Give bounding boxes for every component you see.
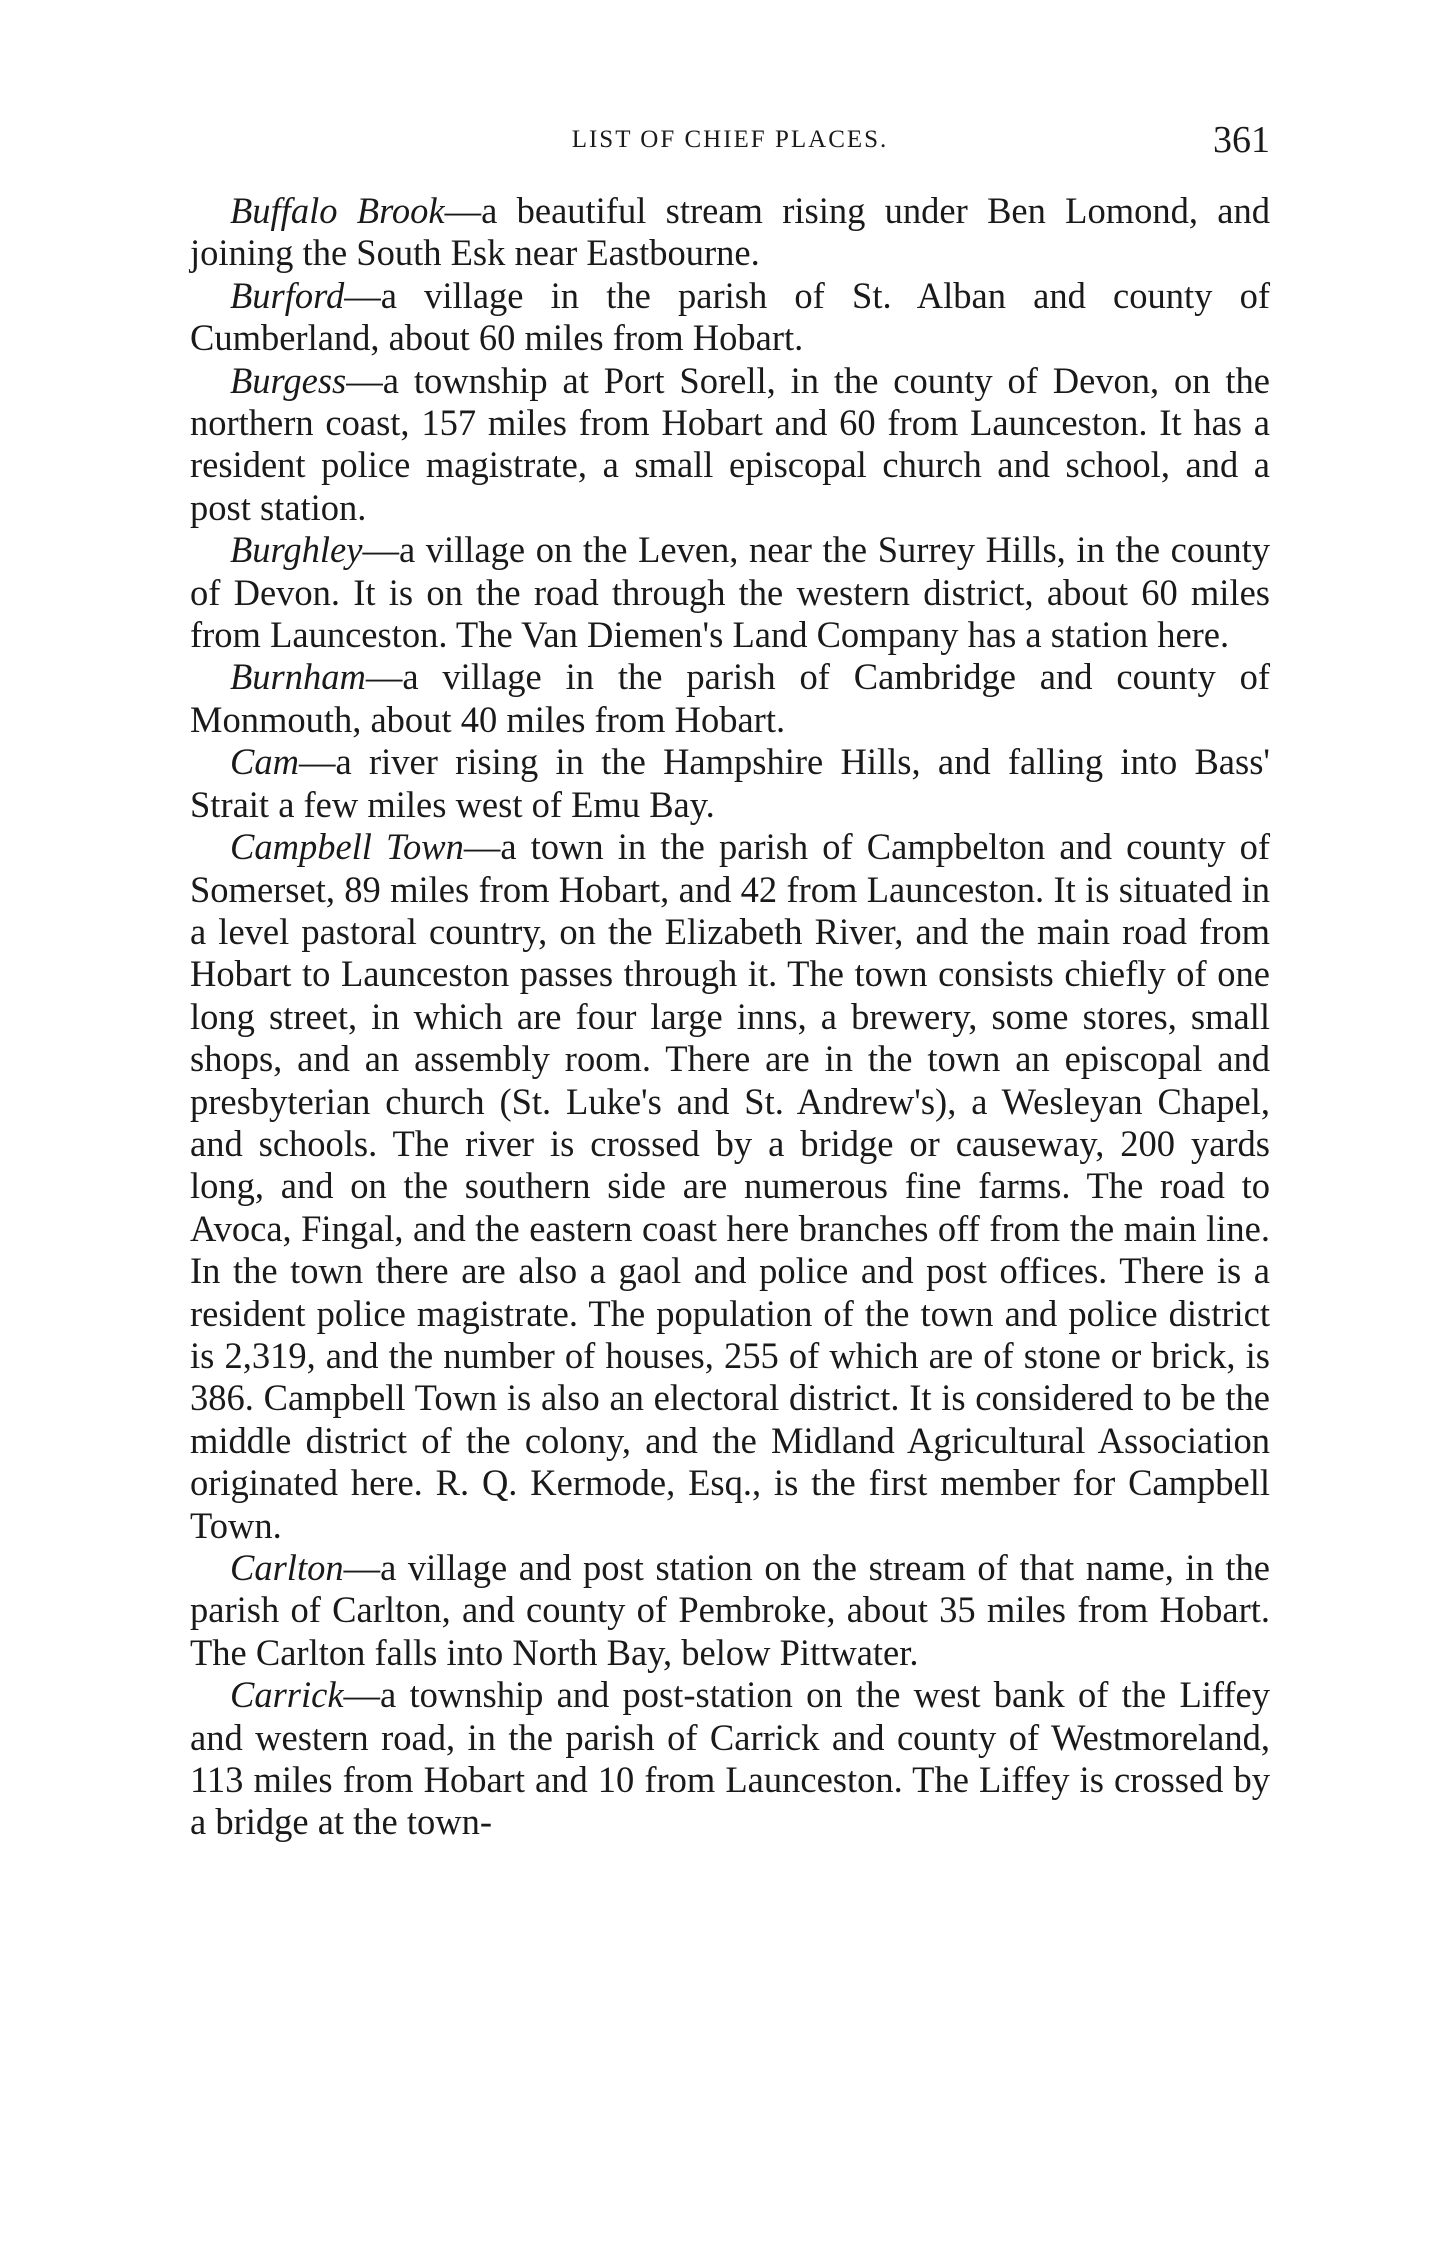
entry-text: —a township and post-station on the west bank of the Liffey and western road, in the parish of Carrick and county of Westmoreland, 113 miles from Hobart and 10 from Launceston. The Liffey is crossed by a bridge at the town-: [190, 1674, 1270, 1843]
entry-text: —a river rising in the Hampshire Hills, and falling into Bass' Strait a few miles west of Emu Bay.: [190, 741, 1270, 825]
entry-name: Carrick: [230, 1674, 344, 1716]
entry-burnham: [190, 656, 1270, 741]
entry-carlton: [190, 1547, 1270, 1674]
running-head: [190, 118, 1270, 168]
running-title: LIST OF CHIEF PLACES.: [571, 126, 889, 153]
entry-name: Campbell Town: [230, 826, 464, 868]
entry-name: Burford: [230, 274, 345, 316]
gazetteer-text: [190, 190, 1270, 1844]
entry-cam: [190, 741, 1270, 826]
entry-buffalo-brook: [190, 190, 1270, 275]
entry-burghley: [190, 529, 1270, 656]
entry-text: —a village on the Leven, near the Surrey Hills, in the county of Devon. It is on the road through the western district, about 60 miles from Launceston. The Van Diemen's Land Company has a station here.: [190, 529, 1270, 656]
entry-text: —a beautiful stream rising under Ben Lomond, and joining the South Esk near Eastbourne.: [190, 190, 1270, 274]
entry-burford: [190, 275, 1270, 360]
page-number: 361: [1213, 119, 1270, 161]
entry-carrick: [190, 1674, 1270, 1844]
entry-text: —a village in the parish of Cambridge and county of Monmouth, about 40 miles from Hobart.: [190, 656, 1270, 740]
entry-text: —a township at Port Sorell, in the county of Devon, on the northern coast, 157 miles from Hobart and 60 from Launceston. It has a resident police magistrate, a small episcopal church and school, and a post station.: [190, 359, 1270, 528]
entry-name: Burnham: [230, 656, 366, 698]
entry-name: Carlton: [230, 1547, 344, 1588]
entry-text: —a town in the parish of Campbelton and county of Somerset, 89 miles from Hobart, and 42 from Launceston. It is situated in a level pastoral country, on the Elizabeth River, and the main road from Hobart to Launceston passes through it. The town consists chiefly of one long street, in which are four large inns, a brewery, some stores, small shops, and an assembly room. There are in the town an episcopal and presbyterian church (St. Luke's and St. Andrew's), a Wesleyan Chapel, and schools. The river is crossed by a bridge or causeway, 200 yards long, and on the southern side are numerous fine farms. The road to Avoca, Fingal, and the eastern coast here branches off from the main line. In the town there are also a gaol and police and post offices. There is a resident police magistrate. The population of the town and police district is 2,319, and the number of houses, 255 of which are of stone or brick, is 386. Campbell Town is also an electoral district. It is considered to be the middle district of the colony, and the Midland Agricultural Association originated here. R. Q. Kermode, Esq., is the first member for Campbell Town.: [190, 826, 1270, 1546]
entry-burgess: [190, 360, 1270, 530]
entry-name: Buffalo Brook: [230, 190, 445, 231]
entry-text: —a village in the parish of St. Alban and county of Cumberland, about 60 miles from Hobart.: [190, 274, 1270, 359]
entry-text: —a village and post station on the stream of that name, in the parish of Carlton, and county of Pembroke, about 35 miles from Hobart. The Carlton falls into North Bay, below Pittwater.: [190, 1547, 1270, 1673]
entry-name: Burgess: [230, 359, 347, 401]
entry-name: Cam: [230, 741, 299, 783]
entry-name: Burghley: [230, 529, 363, 571]
entry-campbell-town: [190, 826, 1270, 1547]
